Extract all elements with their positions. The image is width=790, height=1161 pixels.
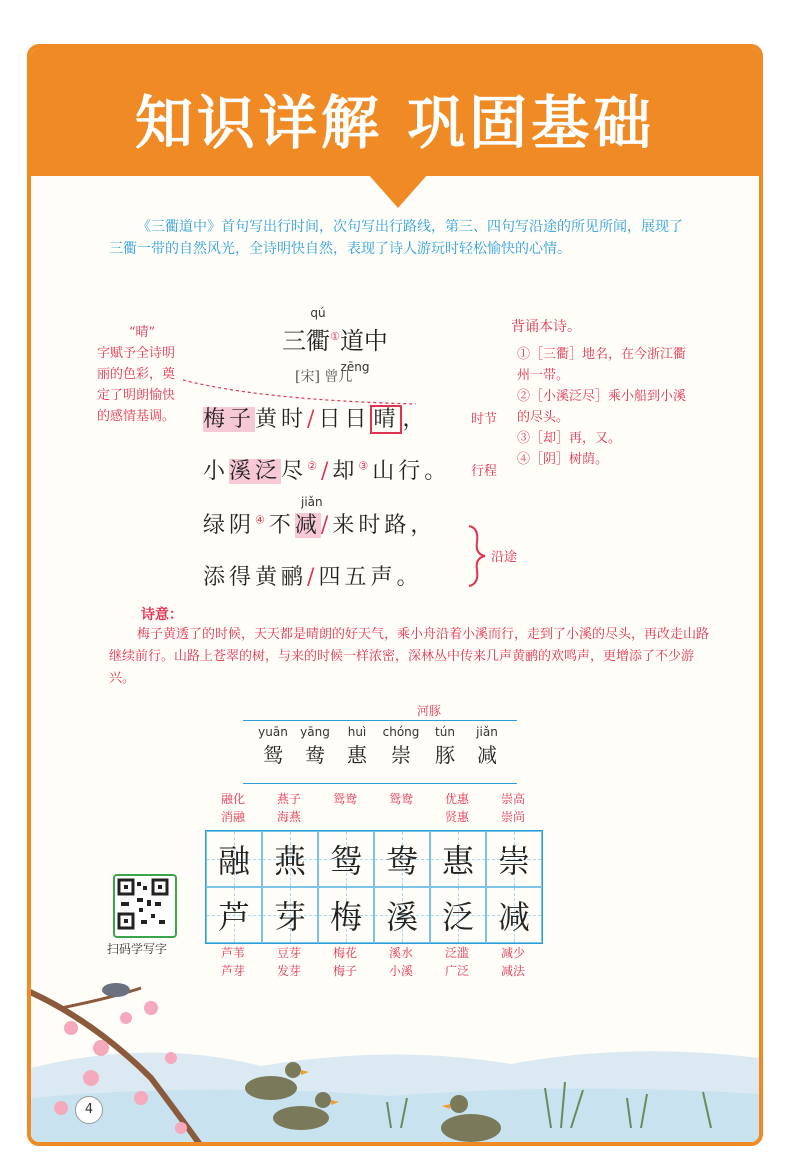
word: 小溪 xyxy=(388,964,413,978)
vocab-pinyin: huì xyxy=(347,725,367,739)
title-end: 道中 xyxy=(339,327,388,355)
poem-text: 添得黄鹂 xyxy=(203,565,308,590)
poem-text: 不 xyxy=(268,513,295,538)
poem-text: 黄时 xyxy=(255,407,308,432)
word: 发芽 xyxy=(276,964,301,978)
word: 融化 xyxy=(220,792,245,806)
left-note-text: 字赋予全诗明丽的色彩，奠定了明朗愉快的感情基调。 xyxy=(97,346,176,424)
qr-label: 扫码学写字 xyxy=(107,942,168,956)
word-pair xyxy=(429,790,485,826)
word-pair xyxy=(373,944,429,980)
vocab-pinyin: jiǎn xyxy=(476,725,498,739)
writing-grid xyxy=(205,830,543,944)
page-number: 4 xyxy=(75,1096,103,1124)
qr-code-icon xyxy=(115,876,171,932)
poem-text: 来时路 xyxy=(332,513,411,538)
poem-text: 日日 xyxy=(318,407,371,432)
word: 崇尚 xyxy=(500,810,525,824)
brace-icon xyxy=(465,524,489,588)
meaning-text: 梅子黄透了的时候，天天都是晴朗的好天气，乘小舟沿着小溪而行，走到了小溪的尽头，再改走山路继续前行。山路上苍翠的树，与来的时候一样浓密，深林丛中传来几声黄鹂的欢鸣声，更增添了不少游兴。 xyxy=(109,627,710,686)
grid-cell xyxy=(430,831,486,887)
left-note xyxy=(97,322,187,427)
grid-char: 鸳 xyxy=(329,842,362,880)
title-note-marker: ① xyxy=(330,330,340,343)
title-pinyin: qú xyxy=(310,306,326,320)
poem-text: 却 xyxy=(332,459,359,484)
vocab-char: 惠 xyxy=(347,743,367,767)
vocab-pinyin: yuān xyxy=(258,725,288,739)
meaning-label: 诗意： xyxy=(141,607,183,623)
vocab-item xyxy=(295,725,335,768)
word: 溪水 xyxy=(388,946,413,960)
punctuation: ， xyxy=(402,407,429,432)
vocab-item xyxy=(337,725,377,768)
banner-title: 知识详解 巩固基础 xyxy=(134,89,656,157)
pause-mark: / xyxy=(307,407,319,432)
tag-along: 沿途 xyxy=(491,550,518,565)
content-frame xyxy=(27,44,763,1146)
vocab-char: 鸳 xyxy=(263,743,283,767)
grid-char: 芦 xyxy=(217,898,250,936)
poem-text: 小 xyxy=(203,459,230,484)
poem-text: 绿阴 xyxy=(203,513,256,538)
punctuation: 。 xyxy=(424,459,451,484)
vocab-box xyxy=(243,720,517,784)
vocab-item xyxy=(253,725,293,768)
vocab-pinyin: yāng xyxy=(300,725,330,739)
poem-text: 尽 xyxy=(281,459,308,484)
grid-cell xyxy=(430,887,486,943)
word-pair xyxy=(205,790,261,826)
grid-char: 芽 xyxy=(273,898,306,936)
word-pair xyxy=(373,790,429,808)
word: 鸳鸯 xyxy=(388,792,413,806)
landscape-illustration xyxy=(31,978,759,1146)
vocab-item xyxy=(381,725,421,768)
grid-cell xyxy=(486,887,542,943)
word-pair xyxy=(429,944,485,980)
grid-cell xyxy=(374,887,430,943)
punctuation: ， xyxy=(410,513,437,538)
word: 消融 xyxy=(220,810,245,824)
note-marker: ② xyxy=(307,459,321,473)
annotation-item: ①［三衢］地名，在今浙江衢州一带。 xyxy=(517,347,687,383)
banner xyxy=(31,48,759,176)
grid-cell xyxy=(486,831,542,887)
tag-route: 行程 xyxy=(471,464,498,479)
word-pair xyxy=(317,944,373,980)
poem-text: 山行 xyxy=(372,459,425,484)
hetun-hint: 河豚 xyxy=(417,704,442,718)
annotation-item: ②［小溪泛尽］乘小船到小溪的尽头。 xyxy=(517,389,687,425)
grid-char: 泛 xyxy=(441,898,474,936)
grid-char: 燕 xyxy=(273,842,306,880)
word-pair xyxy=(485,790,541,826)
vocab-item xyxy=(425,725,465,768)
poem-author: [宋] 曾几 xyxy=(295,369,353,385)
poem-line-2 xyxy=(203,454,450,485)
grid-cell xyxy=(374,831,430,887)
vocab-char: 鸯 xyxy=(305,743,325,767)
word: 泛滥 xyxy=(444,946,469,960)
grid-char: 溪 xyxy=(385,898,418,936)
author-pinyin: zēng xyxy=(340,360,370,374)
word: 芦苇 xyxy=(220,946,245,960)
vocab-char: 减 xyxy=(477,743,497,767)
pause-mark: / xyxy=(320,513,333,538)
grid-cell xyxy=(318,887,374,943)
word: 豆芽 xyxy=(276,946,301,960)
punctuation: 。 xyxy=(396,565,423,590)
word-pair xyxy=(205,944,261,980)
word: 芦芽 xyxy=(220,964,245,978)
word-pair xyxy=(485,944,541,980)
qr-code[interactable] xyxy=(113,874,177,938)
grid-char: 惠 xyxy=(441,842,474,880)
jian-pinyin: jiǎn xyxy=(301,495,323,509)
vocab-item xyxy=(467,725,507,768)
word: 梅花 xyxy=(332,946,357,960)
grid-cell xyxy=(206,887,262,943)
word-pair xyxy=(261,944,317,980)
grid-cell xyxy=(262,887,318,943)
grid-char: 减 xyxy=(497,898,530,936)
grid-cell xyxy=(262,831,318,887)
annotation-list xyxy=(517,344,687,470)
vocab-pinyin: chóng xyxy=(382,725,420,739)
pause-mark: / xyxy=(307,565,319,590)
word-pair xyxy=(317,790,373,808)
word-xi: 溪 xyxy=(229,459,256,484)
grid-cell xyxy=(318,831,374,887)
poem-text: 四五声 xyxy=(318,565,397,590)
vocab-char: 豚 xyxy=(435,743,455,767)
note-marker: ③ xyxy=(358,459,373,473)
pause-mark: / xyxy=(320,459,333,484)
poem-line-4 xyxy=(203,560,422,591)
poem-line-1 xyxy=(203,402,429,433)
recite-heading: 背诵本诗。 xyxy=(511,319,581,335)
grid-cell xyxy=(206,831,262,887)
note-marker: ④ xyxy=(255,513,269,527)
word: 燕子 xyxy=(276,792,301,806)
word-meizi: 梅子 xyxy=(203,407,256,432)
word: 优惠 xyxy=(444,792,469,806)
word: 崇高 xyxy=(500,792,525,806)
poem-line-3 xyxy=(203,508,436,539)
title-start: 三衢 xyxy=(282,327,331,355)
vocab-char: 崇 xyxy=(391,743,411,767)
word: 减少 xyxy=(500,946,525,960)
tag-time: 时节 xyxy=(471,412,498,427)
annotation-item: ③［却］再，又。 xyxy=(517,431,622,446)
word: 鸳鸯 xyxy=(332,792,357,806)
vocab-pinyin: tún xyxy=(435,725,455,739)
word: 海燕 xyxy=(276,810,301,824)
poem-title xyxy=(265,321,405,356)
bird-icon xyxy=(102,983,130,997)
grid-char: 鸯 xyxy=(385,842,418,880)
word: 梅子 xyxy=(332,964,357,978)
grid-char: 融 xyxy=(217,842,250,880)
poem-title-block xyxy=(265,302,405,375)
word: 广泛 xyxy=(444,964,469,978)
word: 减法 xyxy=(500,964,525,978)
banner-arrow xyxy=(368,174,428,208)
annotation-item: ④［阴］树荫。 xyxy=(517,452,609,467)
left-note-quote: “晴” xyxy=(128,325,156,340)
word-jian: 减 xyxy=(294,513,321,538)
grid-char: 崇 xyxy=(497,842,530,880)
boxed-qing: 晴 xyxy=(370,405,402,434)
word-pair xyxy=(261,790,317,826)
word-fan: 泛 xyxy=(255,459,282,484)
intro-paragraph: 《三衢道中》首句写出行时间，次句写出行路线，第三、四句写沿途的所见所闻，展现了三衢一带的自然风光，全诗明快自然，表现了诗人游玩时轻松愉快的心情。 xyxy=(109,219,683,257)
word: 贤惠 xyxy=(444,810,469,824)
grid-char: 梅 xyxy=(329,898,362,936)
